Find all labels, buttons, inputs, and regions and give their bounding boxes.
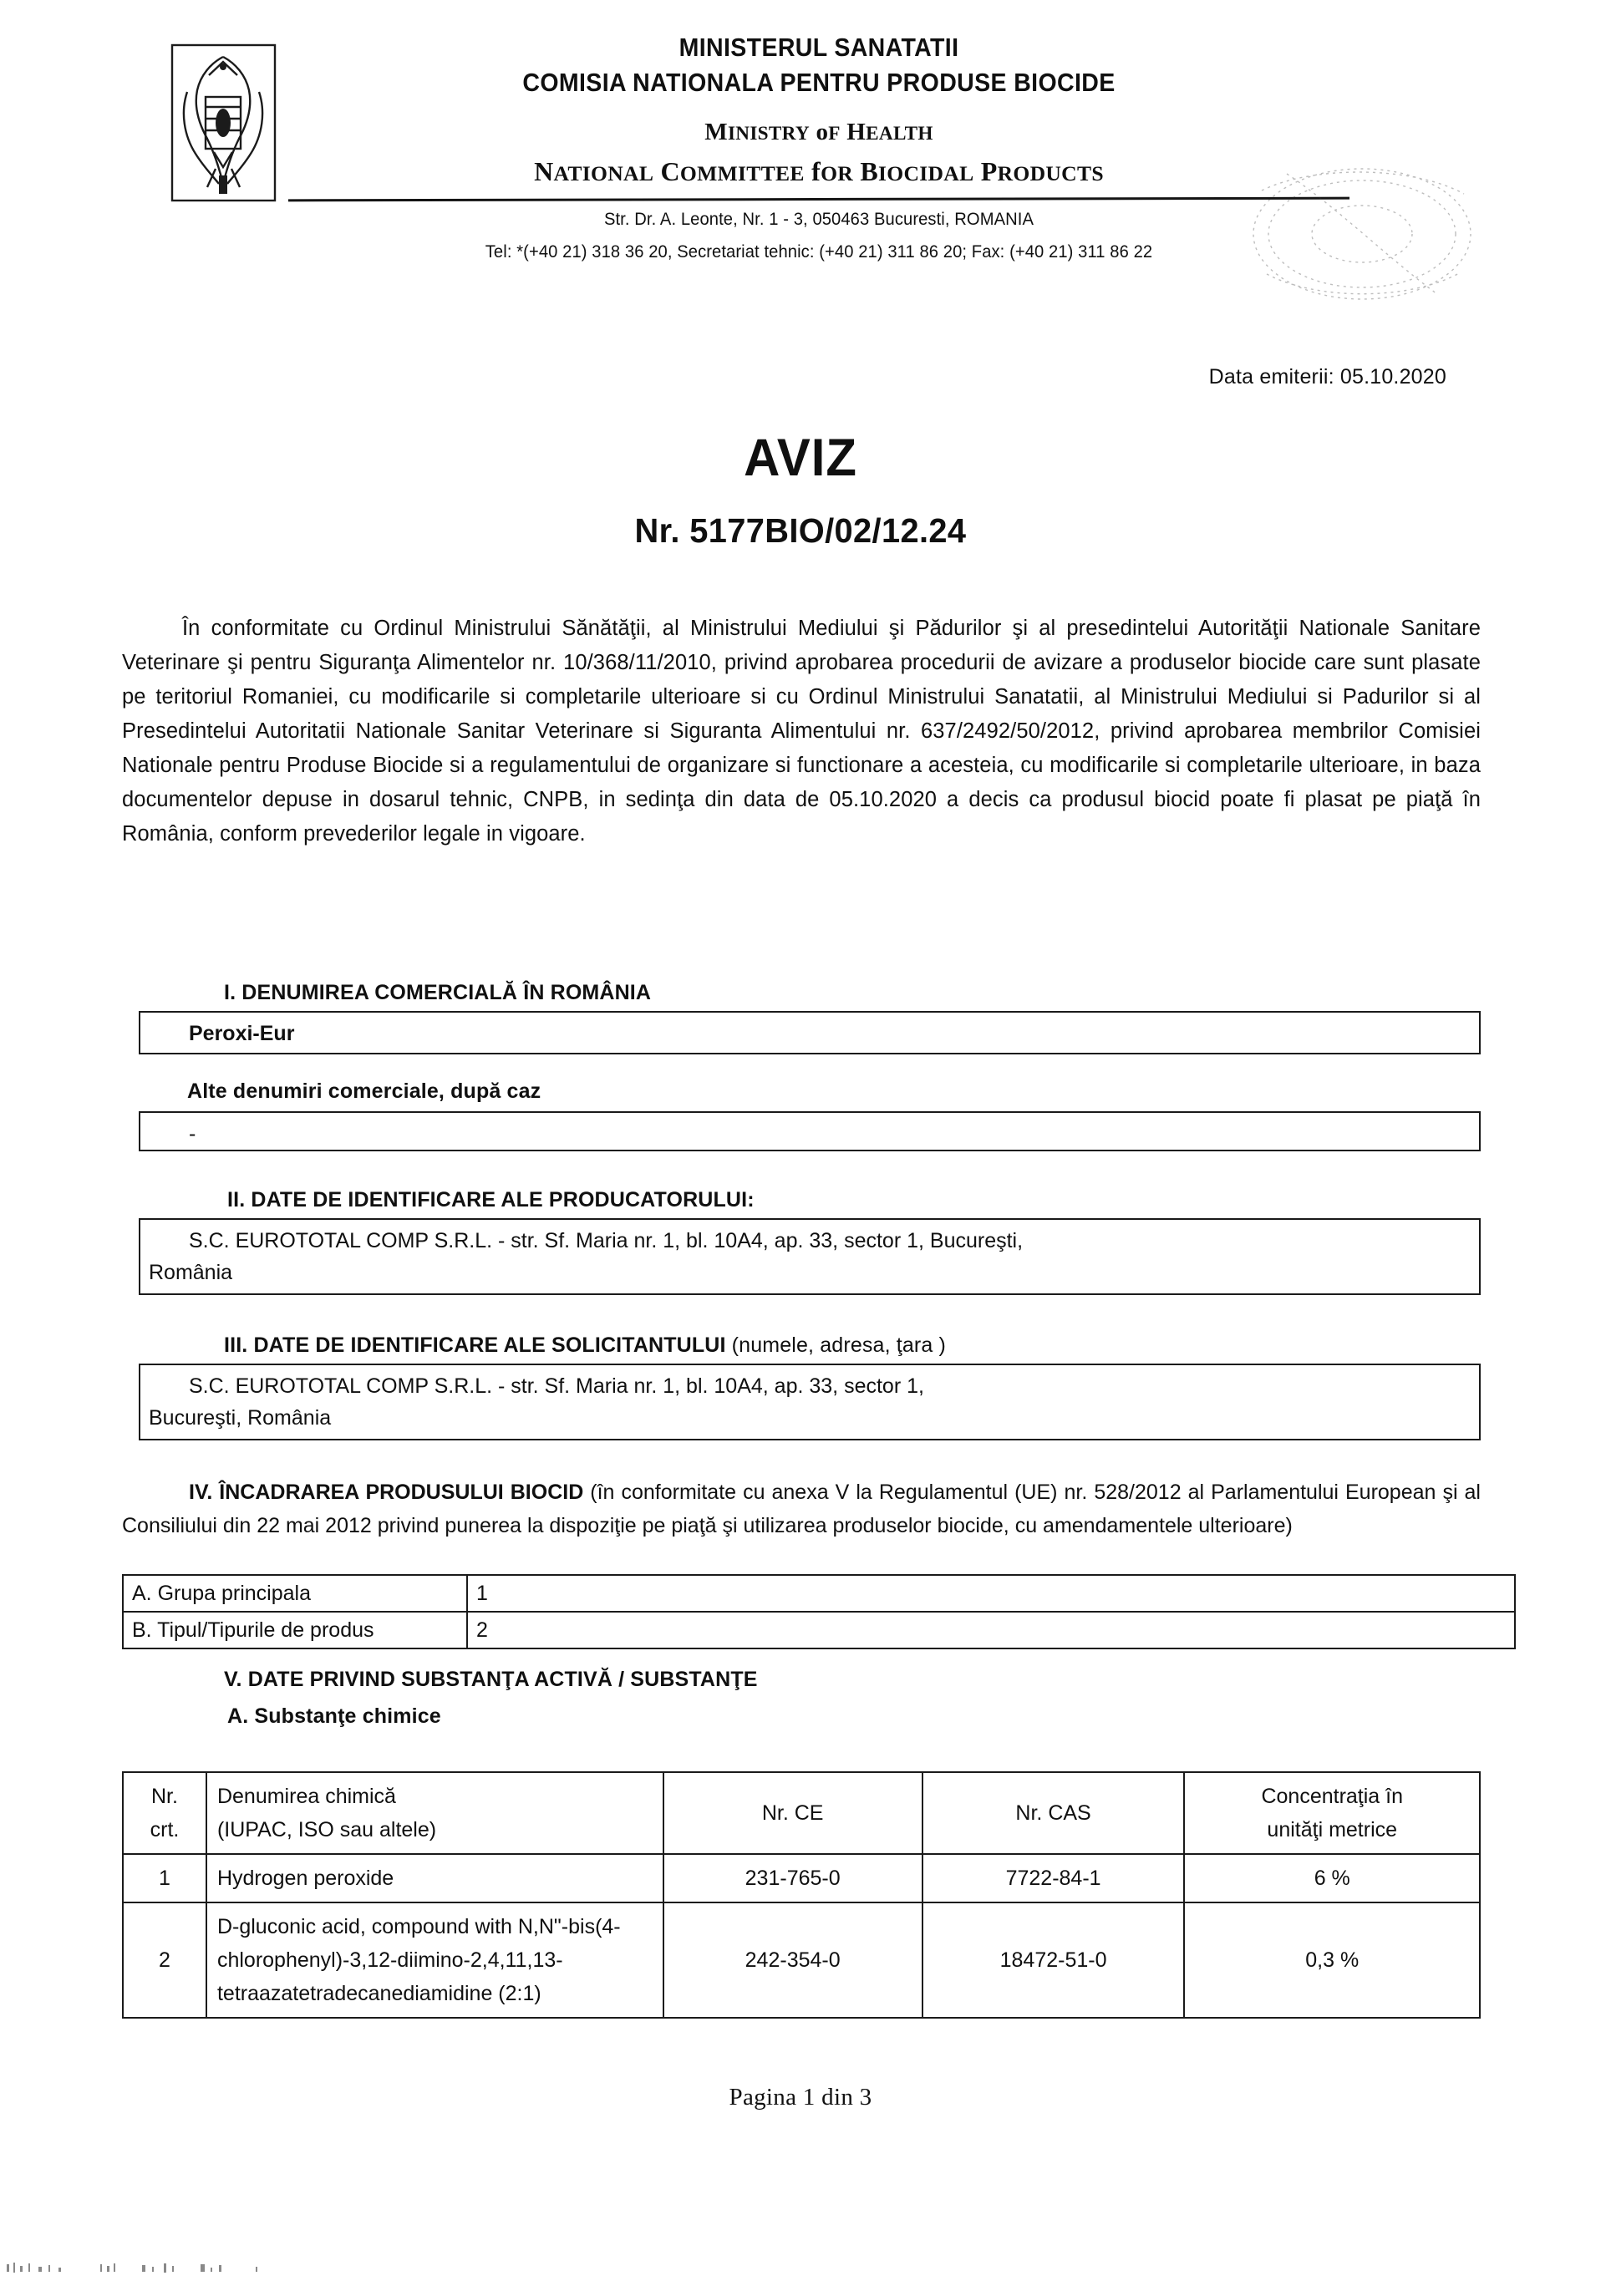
page-footer: Pagina 1 din 3: [729, 2084, 872, 2111]
row-2-nr: 2: [123, 1902, 206, 2018]
row-1-name: Hydrogen peroxide: [206, 1854, 663, 1902]
section-5-subheading: A. Substanţe chimice: [227, 1704, 441, 1728]
scan-noise: [0, 2246, 1601, 2296]
table-row: [123, 1902, 1480, 2018]
product-classification-table: [122, 1574, 1516, 1649]
section-4-heading: [122, 1476, 1481, 1542]
producer-line-1-text: S.C. EUROTOTAL COMP S.R.L. - str. Sf. Maria nr. 1, bl. 10A4, ap. 33, sector 1, Bucureşti,: [189, 1229, 1024, 1252]
section-2-heading: II. DATE DE IDENTIFICARE ALE PRODUCATORULUI:: [227, 1188, 755, 1211]
row-1-cas: 7722-84-1: [922, 1854, 1185, 1902]
section-4-heading-note: (în conformitate cu anexa V la Regulamentul (UE) nr. 528/2012 al Parlamentului European şi al Consiliului din 22 mai 2012 privind punerea la dispoziţie pe piaţă şi utilizarea produselor biocide, cu amendamentele ulterioare): [122, 1481, 1481, 1537]
ministry-en-line: [276, 114, 1362, 151]
section-1-heading: I. DENUMIREA COMERCIALĂ ÎN ROMÂNIA: [224, 981, 652, 1004]
producer-line-1: [149, 1225, 1471, 1257]
active-substances-table: [122, 1771, 1481, 2019]
row-2-conc: 0,3 %: [1184, 1902, 1480, 2018]
address-line: Str. Dr. A. Leonte, Nr. 1 - 3, 050463 Bucuresti, ROMANIA: [603, 209, 1034, 229]
section-1-subheading: Alte denumiri comerciale, după caz: [187, 1079, 541, 1103]
table-row: [123, 1575, 1515, 1612]
row-1-conc: 6 %: [1184, 1854, 1480, 1902]
document-header: [0, 32, 1601, 267]
producer-line-2: România: [149, 1261, 233, 1284]
section-3-heading-bold: III. DATE DE IDENTIFICARE ALE SOLICITANTULUI: [224, 1333, 726, 1357]
row-2-name: D-gluconic acid, compound with N,N"-bis(4-chlorophenyl)-3,12-diimino-2,4,11,13-tetraazatetradecanediamidine (2:1): [206, 1902, 663, 2018]
header-nr-line1: Nr.: [151, 1785, 178, 1808]
romanian-coat-of-arms-icon: [167, 42, 280, 205]
row-1-nr: 1: [123, 1854, 206, 1902]
section-3-heading: [224, 1333, 946, 1358]
committee-en-line: [276, 151, 1362, 193]
header-concentration: [1184, 1772, 1480, 1854]
header-nr-line2: crt.: [150, 1818, 180, 1841]
main-group-label: A. Grupa principala: [123, 1575, 467, 1612]
table-header-row: [123, 1772, 1480, 1854]
committee-en-text: NATIONAL COMMITTEE fOR BIOCIDAL PRODUCTS: [534, 156, 1104, 187]
table-row: [123, 1854, 1480, 1902]
section-4-heading-bold: IV. ÎNCADRAREA PRODUSULUI BIOCID: [189, 1481, 584, 1504]
ministry-ro-line: MINISTERUL SANATATII: [679, 33, 959, 62]
row-1-ce: 231-765-0: [663, 1854, 922, 1902]
header-name-line2: (IUPAC, ISO sau altele): [216, 1818, 437, 1841]
commercial-name-box: [139, 1011, 1481, 1054]
other-commercial-names-value: -: [189, 1122, 196, 1145]
section-5-heading: V. DATE PRIVIND SUBSTANŢA ACTIVĂ / SUBSTANŢE: [224, 1668, 758, 1691]
header-name-line1: Denumirea chimică: [216, 1785, 396, 1808]
header-conc-line1: Concentraţia în: [1261, 1785, 1403, 1808]
product-type-value: 2: [467, 1612, 1515, 1648]
applicant-box: [139, 1364, 1481, 1440]
applicant-line-1-text: S.C. EUROTOTAL COMP S.R.L. - str. Sf. Maria nr. 1, bl. 10A4, ap. 33, sector 1,: [189, 1374, 924, 1398]
issue-date: Data emiterii: 05.10.2020: [1208, 365, 1446, 389]
main-group-value: 1: [467, 1575, 1515, 1612]
header-ce-number: Nr. CE: [663, 1772, 922, 1854]
header-divider: [288, 197, 1349, 202]
commercial-name-value: Peroxi-Eur: [189, 1022, 295, 1045]
committee-ro-line: COMISIA NATIONALA PENTRU PRODUSE BIOCIDE: [522, 67, 1116, 97]
ministry-en-text: MINISTRY oF HEALTH: [704, 119, 933, 146]
header-cas-number: Nr. CAS: [922, 1772, 1185, 1854]
intro-paragraph: În conformitate cu Ordinul Ministrului Sănătăţii, al Ministrului Mediului şi Pădurilor şi al presedintelui Autorităţii Nationale Sanitare Veterinare şi pentru Siguranţa Alimentelor nr. 10/368/11/2010, privind aprobarea procedurii de avizare a produselor biocide care sunt plasate pe teritoriul Romaniei, cu modificarile si completarile ulterioare si cu Ordinul Ministrului Sanatatii, al Ministrului Mediului si Padurilor si al Presedintelui Autoritatii Nationale Sanitar Veterinare si Siguranta Alimentului nr. 637/2492/50/2012, privind aprobarea membrilor Comisiei Nationale pentru Produse Biocide si a regulamentului de organizare si functionare a acesteia, cu modificarile si completarile ulterioare, in baza documentelor depuse in dosarul tehnic, CNPB, in sedinţa din data de 05.10.2020 a decis ca produsul biocid poate fi plasat pe piaţă în România, conform prevederilor legale in vigoare.: [122, 617, 1481, 846]
row-2-ce: 242-354-0: [663, 1902, 922, 2018]
contact-line: Tel: *(+40 21) 318 36 20, Secretariat tehnic: (+40 21) 311 86 20; Fax: (+40 21) 311 86 22: [485, 242, 1153, 262]
applicant-line-1: [149, 1370, 1471, 1402]
table-row: [123, 1612, 1515, 1648]
producer-box: [139, 1218, 1481, 1295]
page-title: AVIZ: [744, 429, 857, 487]
header-conc-line2: unităţi metrice: [1267, 1818, 1398, 1841]
header-nr-crt: [123, 1772, 206, 1854]
product-type-label: B. Tipul/Tipurile de produs: [123, 1612, 467, 1648]
row-2-cas: 18472-51-0: [922, 1902, 1185, 2018]
applicant-line-2: Bucureşti, România: [149, 1406, 332, 1430]
aviz-number: Nr. 5177BIO/02/12.24: [634, 511, 967, 550]
header-chemical-name: [206, 1772, 663, 1854]
other-commercial-names-box: [139, 1111, 1481, 1151]
organisation-names: [276, 32, 1362, 267]
section-3-heading-note: (numele, adresa, ţara ): [725, 1333, 947, 1357]
